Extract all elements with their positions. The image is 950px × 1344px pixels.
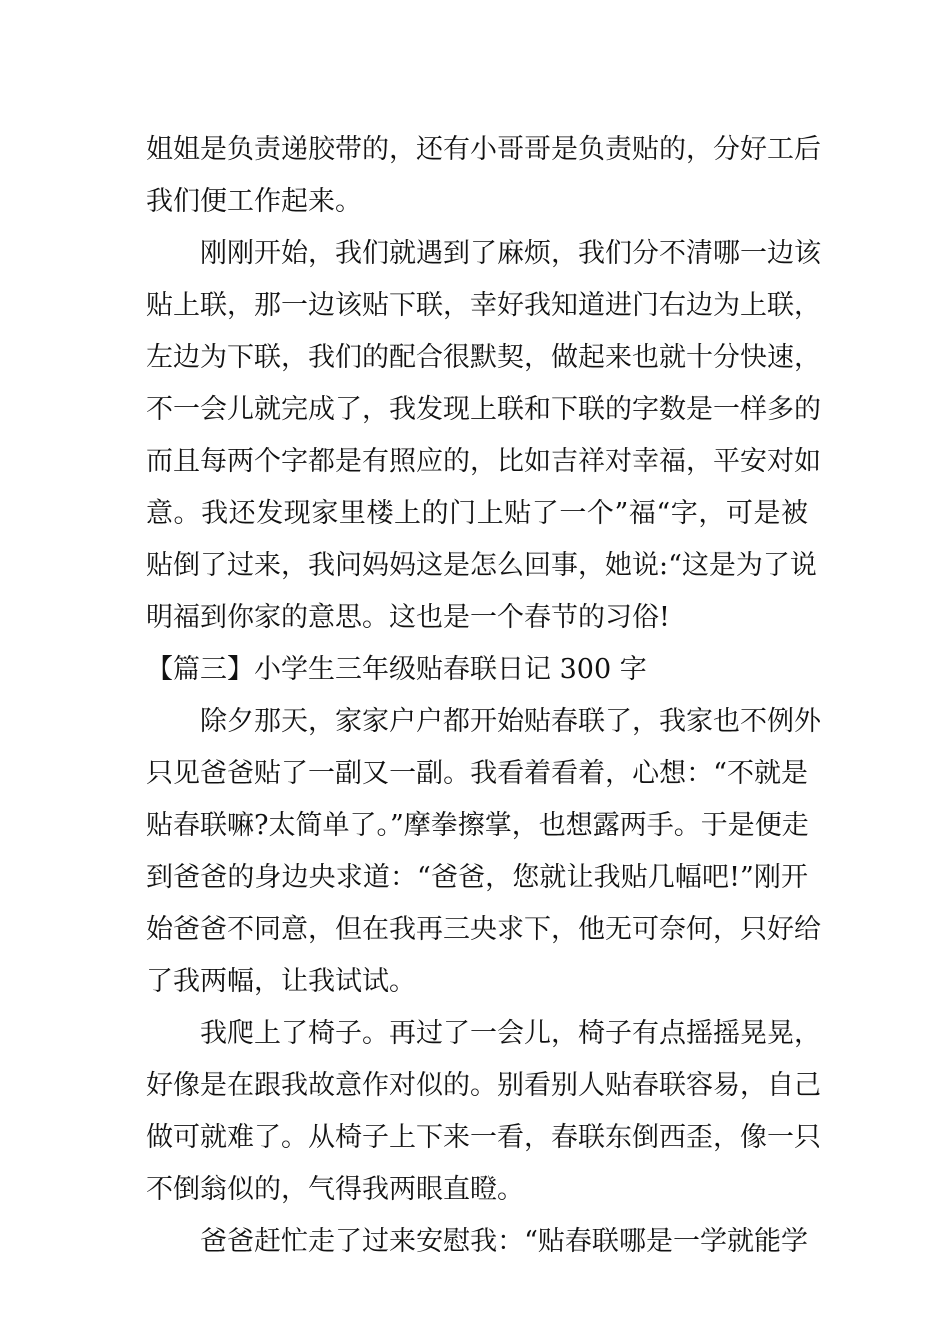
text-line: 我爬上了椅子。再过了一会儿，椅子有点摇摇晃晃， [200, 1018, 821, 1049]
text-line: 到爸爸的身边央求道：“爸爸，您就让我贴几幅吧!”刚开 [146, 862, 808, 893]
text-line: 只见爸爸贴了一副又一副。我看着看着，心想：“不就是 [146, 758, 808, 789]
text-line: 而且每两个字都是有照应的，比如吉祥对幸福，平安对如 [146, 446, 821, 477]
section-heading: 【篇三】小学生三年级贴春联日记 300 字 [146, 654, 647, 685]
text-line: 姐姐是负责递胶带的，还有小哥哥是负责贴的，分好工后 [146, 134, 821, 165]
text-line: 好像是在跟我故意作对似的。别看别人贴春联容易，自己 [146, 1070, 821, 1101]
text-line: 不一会儿就完成了，我发现上联和下联的字数是一样多的 [146, 394, 821, 425]
text-line: 贴倒了过来，我问妈妈这是怎么回事，她说:“这是为了说 [146, 550, 817, 581]
text-line: 了我两幅，让我试试。 [146, 966, 416, 997]
text-line: 左边为下联，我们的配合很默契，做起来也就十分快速， [146, 342, 821, 373]
text-line: 明福到你家的意思。这也是一个春节的习俗! [146, 602, 670, 633]
text-line: 除夕那天，家家户户都开始贴春联了，我家也不例外 [200, 706, 821, 737]
text-line: 爸爸赶忙走了过来安慰我：“贴春联哪是一学就能学 [200, 1226, 808, 1257]
text-line: 做可就难了。从椅子上下来一看，春联东倒西歪，像一只 [146, 1122, 821, 1153]
text-line: 刚刚开始，我们就遇到了麻烦，我们分不清哪一边该 [200, 238, 821, 269]
text-line: 贴春联嘛?太简单了。”摩拳擦掌，也想露两手。于是便走 [146, 810, 809, 841]
text-line: 贴上联，那一边该贴下联，幸好我知道进门右边为上联， [146, 290, 821, 321]
text-line: 我们便工作起来。 [146, 186, 362, 217]
text-line: 不倒翁似的，气得我两眼直瞪。 [146, 1174, 524, 1205]
text-line: 始爸爸不同意，但在我再三央求下，他无可奈何，只好给 [146, 914, 821, 945]
text-line: 意。我还发现家里楼上的门上贴了一个”福“字，可是被 [146, 498, 808, 529]
